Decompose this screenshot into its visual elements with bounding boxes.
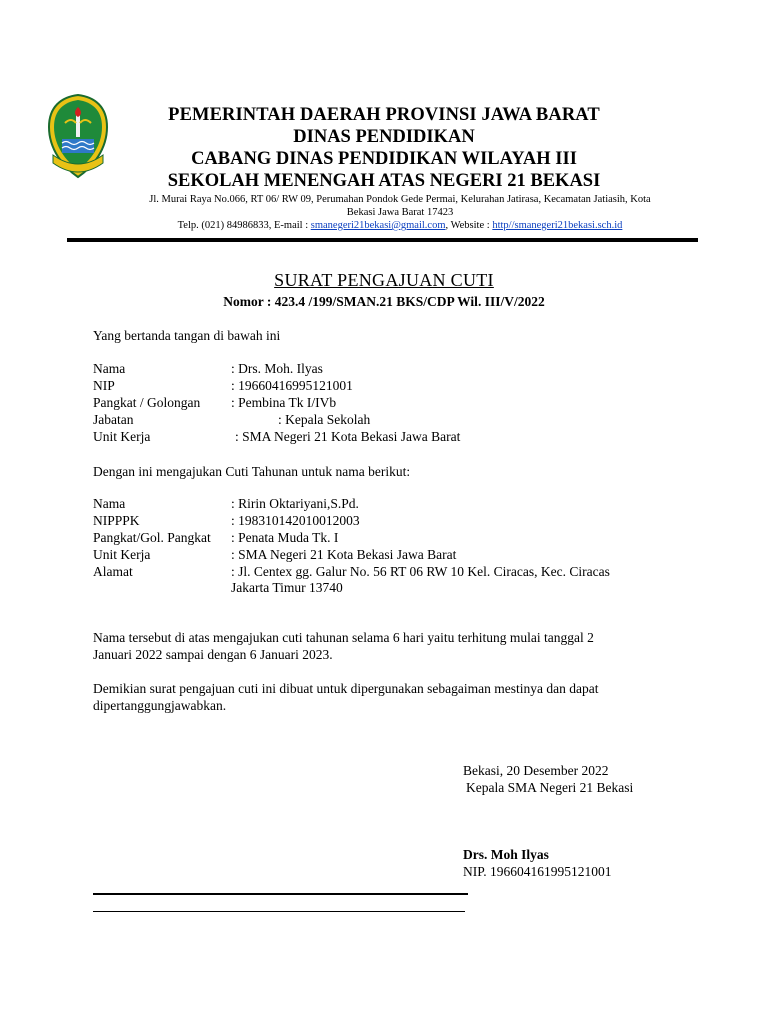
place-date: Bekasi, 20 Desember 2022 [463, 763, 609, 778]
employee-rank-label: Pangkat/Gol. Pangkat [93, 530, 211, 545]
contact-line [120, 219, 680, 232]
employee-address-label: Alamat [93, 564, 133, 579]
signer-rank-value: : Pembina Tk I/IVb [231, 395, 337, 410]
header-branch: CABANG DINAS PENDIDIKAN WILAYAH III [191, 149, 577, 169]
email-link[interactable]: smanegeri21bekasi@gmail.com [310, 220, 446, 231]
signer-unit-label: Unit Kerja [93, 429, 151, 444]
header-school: SEKOLAH MENENGAH ATAS NEGERI 21 BEKASI [167, 171, 601, 191]
signer-name-value: : Drs. Moh. Ilyas [231, 361, 323, 376]
signer-position-value: : Kepala Sekolah [278, 412, 371, 427]
employee-rank-value: : Penata Muda Tk. I [231, 530, 339, 545]
website-link[interactable]: http//smanegeri21bekasi.sch.id [492, 220, 623, 231]
header-department: DINAS PENDIDIKAN [293, 127, 475, 147]
employee-nipppk-label: NIPPPK [93, 513, 140, 528]
employee-unit-value: : SMA Negeri 21 Kota Bekasi Jawa Barat [231, 547, 457, 562]
signer-rank-label: Pangkat / Golongan [93, 395, 201, 410]
address-line-1: Jl. Murai Raya No.066, RT 06/ RW 09, Perumahan Pondok Gede Permai, Kelurahan Jatirasa, Kecamatan Jatiasih, Kota [149, 194, 651, 205]
signer-nip: NIP. 196604161995121001 [463, 864, 612, 879]
intro-text: Yang bertanda tangan di bawah ini [93, 328, 281, 343]
leave-period-line-2: Januari 2022 sampai dengan 6 Januari 2023. [93, 647, 333, 662]
request-text: Dengan ini mengajukan Cuti Tahunan untuk nama berikut: [93, 464, 411, 479]
employee-nipppk-value: : 198310142010012003 [231, 513, 360, 528]
signer-name-label: Nama [93, 361, 126, 376]
letterhead-divider-thick [67, 238, 698, 242]
employee-address-continued: Jakarta Timur 13740 [231, 580, 343, 595]
closing-line-1: Demikian surat pengajuan cuti ini dibuat untuk dipergunakan sebagaiman mestinya dan dapat [93, 681, 599, 696]
footer-rule-top [93, 893, 468, 895]
employee-address-value: : Jl. Centex gg. Galur No. 56 RT 06 RW 10 Kel. Ciracas, Kec. Ciracas [231, 564, 610, 579]
footer-rule-bottom [93, 911, 465, 912]
contact-prefix: Telp. (021) 84986833, E-mail : [177, 220, 311, 231]
signer-position-label: Jabatan [93, 412, 134, 427]
employee-name-value: : Ririn Oktariyani,S.Pd. [231, 496, 359, 511]
west-java-emblem-logo [47, 93, 109, 179]
employee-name-label: Nama [93, 496, 126, 511]
employee-unit-label: Unit Kerja [93, 547, 151, 562]
letter-number: Nomor : 423.4 /199/SMAN.21 BKS/CDP Wil. III/V/2022 [223, 294, 545, 309]
signer-title: Kepala SMA Negeri 21 Bekasi [466, 780, 634, 795]
signer-unit-value: : SMA Negeri 21 Kota Bekasi Jawa Barat [235, 429, 461, 444]
signer-nip-label: NIP [93, 378, 115, 393]
website-prefix: , Website : [445, 220, 493, 231]
signer-name: Drs. Moh Ilyas [463, 847, 549, 862]
header-government: PEMERINTAH DAERAH PROVINSI JAWA BARAT [168, 105, 600, 125]
closing-line-2: dipertanggungjawabkan. [93, 698, 227, 713]
address-line-2: Bekasi Jawa Barat 17423 [346, 207, 454, 218]
letter-title: SURAT PENGAJUAN CUTI [274, 270, 494, 290]
signer-nip-value: : 19660416995121001 [231, 378, 353, 393]
leave-period-line-1: Nama tersebut di atas mengajukan cuti tahunan selama 6 hari yaitu terhitung mulai tanggal 2 [93, 630, 594, 645]
